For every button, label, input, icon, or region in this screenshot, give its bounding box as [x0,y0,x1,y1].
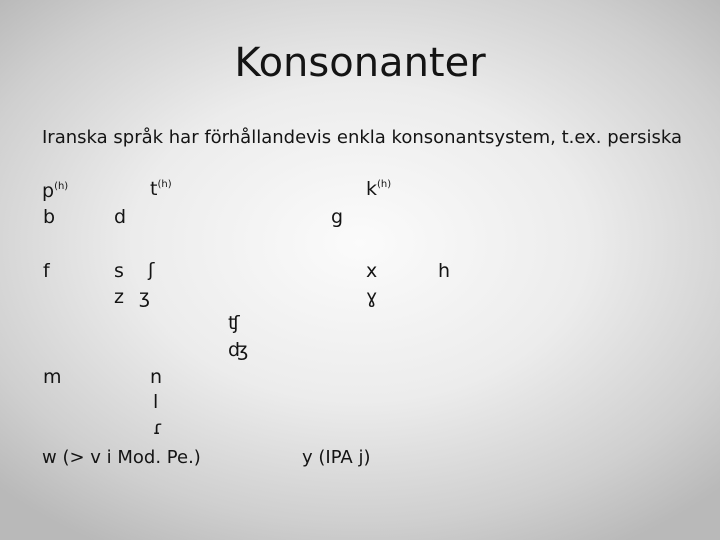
consonant-x: x [366,260,378,282]
consonant-w-note: w (> v i Mod. Pe.) [42,447,201,468]
slide-subtitle: Iranska språk har förhållandevis enkla konsonantsystem, t.ex. persiska [42,127,682,148]
consonant-dj: ʤ [228,339,249,361]
slide-title: Konsonanter [234,40,486,86]
consonant-ch: ʧ [228,312,240,334]
consonant-p-aspiration: (h) [54,181,69,192]
consonant-p-base: p [42,180,55,202]
consonant-zh: ʒ [139,286,150,308]
consonant-s: s [114,260,124,282]
consonant-b: b [43,206,56,228]
consonant-k-base: k [366,178,378,200]
consonant-n: n [150,366,163,388]
consonant-y-note: y (IPA j) [302,447,371,468]
consonant-k [366,180,391,199]
consonant-l: l [153,391,159,413]
consonant-t-base: t [150,178,158,200]
consonant-f: f [43,260,50,282]
consonant-t-aspiration: (h) [157,179,172,190]
consonant-z: z [114,286,124,308]
consonant-t [150,180,172,199]
consonant-p [42,182,68,201]
consonant-d: d [114,206,127,228]
consonant-h: h [438,260,451,282]
consonant-r: ɾ [153,417,164,439]
consonant-sh: ʃ [148,259,155,281]
consonant-m: m [43,366,62,388]
consonant-g: g [331,206,344,228]
consonant-gamma: ɣ [366,286,378,308]
consonant-k-aspiration: (h) [377,179,392,190]
